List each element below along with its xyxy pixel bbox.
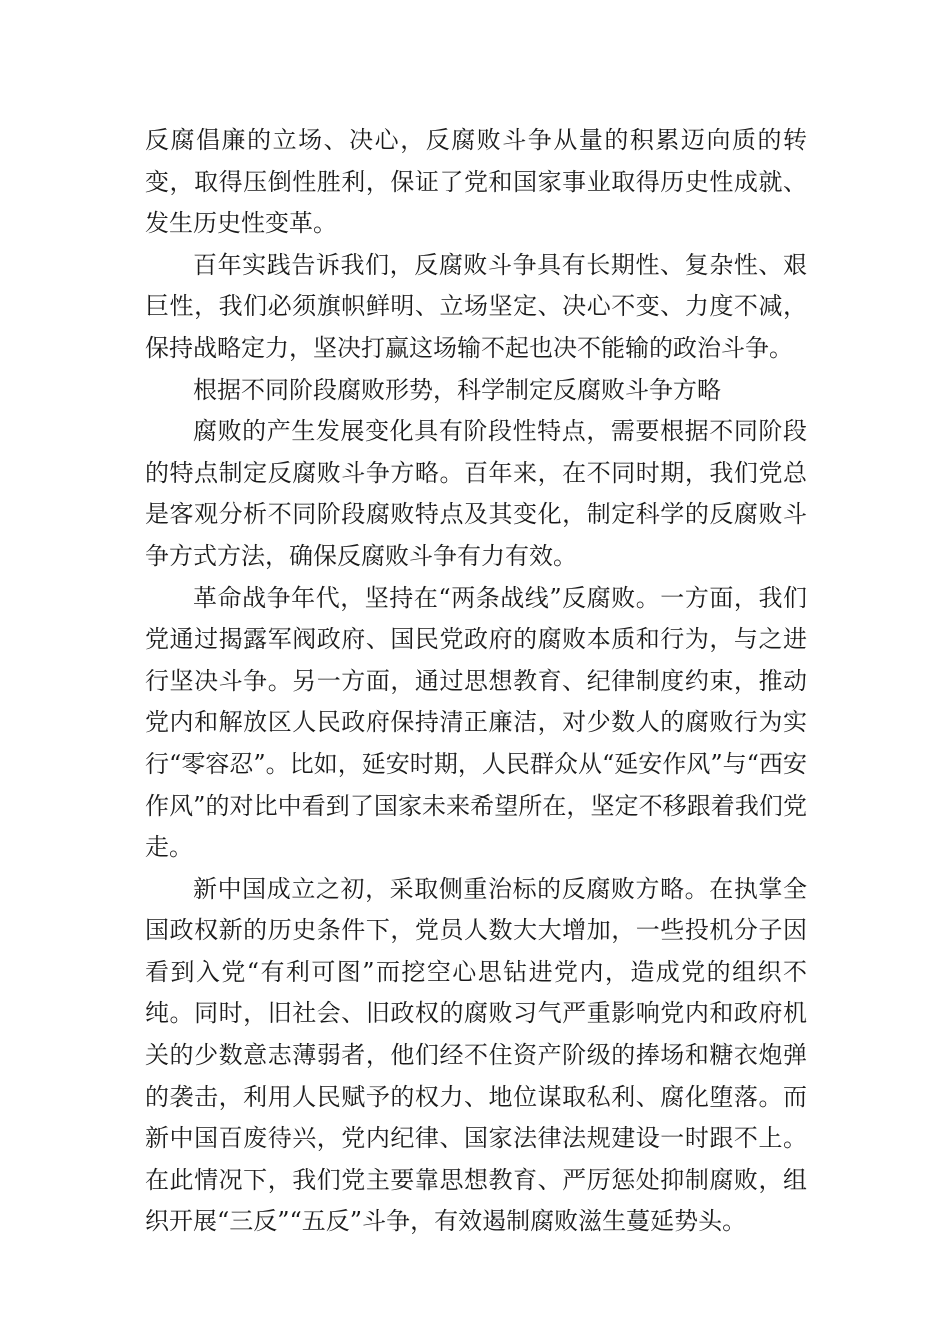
paragraph-practice: 百年实践告诉我们，反腐败斗争具有长期性、复杂性、艰巨性，我们必须旗帜鲜明、立场坚定、决心不变、力度不减，保持战略定力，坚决打赢这场输不起也决不能输的政治斗争。 [145, 250, 807, 362]
paragraph-continued: 反腐倡廉的立场、决心，反腐败斗争从量的积累迈向质的转变，取得压倒性胜利，保证了党和国家事业取得历史性成就、发生历史性变革。 [145, 126, 807, 238]
document-body [145, 120, 807, 1243]
paragraph-revolutionary-war: 革命战争年代，坚持在“两条战线”反腐败。一方面，我们党通过揭露军阀政府、国民党政府的腐败本质和行为，与之进行坚决斗争。另一方面，通过思想教育、纪律制度约束，推动党内和解放区人民政府保持清正廉洁，对少数人的腐败行为实行“零容忍”。比如，延安时期，人民群众从“延安作风”与“西安作风”的对比中看到了国家未来希望所在，坚定不移跟着我们党走。 [145, 583, 807, 862]
section-heading: 根据不同阶段腐败形势，科学制定反腐败斗争方略 [193, 375, 721, 404]
paragraph-stage-features: 腐败的产生发展变化具有阶段性特点，需要根据不同阶段的特点制定反腐败斗争方略。百年来，在不同时期，我们党总是客观分析不同阶段腐败特点及其变化，制定科学的反腐败斗争方式方法，确保反腐败斗争有力有效。 [145, 417, 807, 570]
paragraph-new-china: 新中国成立之初，采取侧重治标的反腐败方略。在执掌全国政权新的历史条件下，党员人数大大增加，一些投机分子因看到入党“有利可图”而挖空心思钻进党内，造成党的组织不纯。同时，旧社会、旧政权的腐败习气严重影响党内和政府机关的少数意志薄弱者，他们经不住资产阶级的捧场和糖衣炮弹的袭击，利用人民赋予的权力、地位谋取私利、腐化堕落。而新中国百废待兴，党内纪律、国家法律法规建设一时跟不上。在此情况下，我们党主要靠思想教育、严厉惩处抑制腐败，组织开展“三反”“五反”斗争，有效遏制腐败滋生蔓延势头。 [145, 874, 807, 1236]
